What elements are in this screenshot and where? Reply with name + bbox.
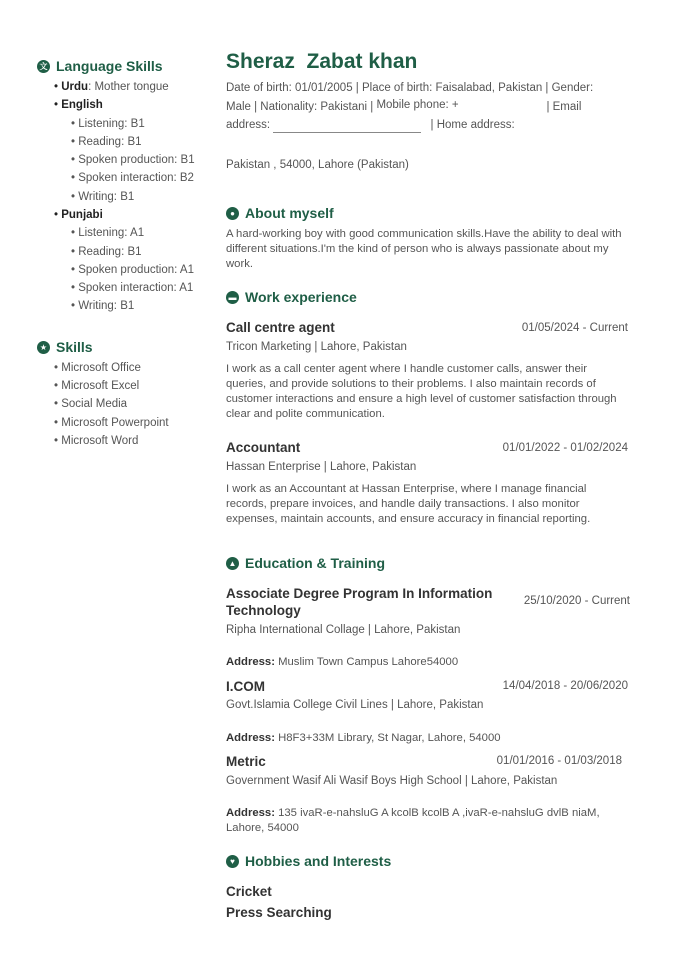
skills-heading — [37, 339, 93, 355]
hobby-item: Cricket — [226, 884, 272, 899]
education-address: Address: H8F3+33M Library, St Nagar, Lahore, 54000 — [226, 732, 501, 744]
home-address: Pakistan , 54000, Lahore (Pakistan) — [226, 159, 409, 171]
education-heading: ▲ Education & Training — [226, 555, 385, 571]
hobby-item: Press Searching — [226, 905, 332, 920]
education-date: 01/01/2016 - 01/03/2018 — [496, 755, 622, 767]
personal-line-3: address: | Home address: — [226, 119, 515, 131]
education-address: Address: Muslim Town Campus Lahore54000 — [226, 656, 459, 668]
mobile-phone: Mobile phone: + — [376, 99, 459, 111]
skill-item: • Social Media — [54, 398, 128, 410]
language-skills-heading — [37, 58, 163, 74]
education-org: Government Wasif Ali Wasif Boys High School | Lahore, Pakistan — [226, 775, 558, 787]
education-date: 25/10/2020 - Current — [523, 595, 630, 607]
punjabi-skill: • Listening: A1 — [71, 227, 145, 239]
heart-icon: ♥ — [226, 855, 239, 868]
skill-item: • Microsoft Powerpoint — [54, 417, 169, 429]
language-skills-title: Language Skills — [56, 58, 163, 74]
skill-item: • Microsoft Excel — [54, 380, 140, 392]
language-punjabi: • Punjabi — [54, 209, 103, 221]
job-description: I work as a call center agent where I handle customer calls, answer their queries, and provide solutions to their problems. I also maintain records of customer interactions and ensure a high level of customer satisfaction through clear and polite communication. — [226, 363, 617, 420]
skill-item: • Microsoft Office — [54, 362, 141, 374]
punjabi-skill: • Reading: B1 — [71, 246, 142, 258]
job-org: Hassan Enterprise | Lahore, Pakistan — [226, 461, 417, 473]
personal-line-1: Date of birth: 01/01/2005 | Place of birth: Faisalabad, Pakistan | Gender: — [226, 82, 594, 94]
education-title: Metric — [226, 754, 266, 769]
education-org: Ripha International Collage | Lahore, Pakistan — [226, 624, 461, 636]
skills-title: Skills — [56, 339, 93, 355]
personal-line-2: Male | Nationality: Pakistani | Mobile phone: + | Email — [226, 99, 582, 113]
job-date: 01/05/2024 - Current — [521, 322, 628, 334]
job-description: I work as an Accountant at Hassan Enterprise, where I manage financial records, prepare invoices, and handle daily transactions. I also monitor expenses, maintain accounts, and ensure accuracy in financial reporting. — [226, 483, 591, 525]
hobbies-heading: ♥ Hobbies and Interests — [226, 853, 391, 869]
education-org: Govt.Islamia College Civil Lines | Lahore, Pakistan — [226, 699, 484, 711]
english-skill: • Writing: B1 — [71, 191, 135, 203]
punjabi-skill: • Spoken interaction: A1 — [71, 282, 194, 294]
language-english: • English — [54, 99, 103, 111]
job-org: Tricon Marketing | Lahore, Pakistan — [226, 341, 407, 353]
about-text: A hard-working boy with good communication skills.Have the ability to deal with different situations.I'm the kind of person who is always passionate about my work. — [226, 228, 622, 270]
briefcase-icon: ▬ — [226, 291, 239, 304]
job-title: Accountant — [226, 440, 301, 455]
punjabi-skill: • Spoken production: A1 — [71, 264, 194, 276]
graduation-cap-icon: ▲ — [226, 557, 239, 570]
english-skill: • Reading: B1 — [71, 136, 142, 148]
job-date: 01/01/2022 - 01/02/2024 — [502, 442, 628, 454]
star-icon: ★ — [37, 341, 50, 354]
skill-item: • Microsoft Word — [54, 435, 139, 447]
education-date: 14/04/2018 - 20/06/2020 — [502, 680, 628, 692]
english-skill: • Spoken interaction: B2 — [71, 172, 194, 184]
language-icon: 文 — [37, 60, 50, 73]
about-heading: ● About myself — [226, 205, 334, 221]
email-line — [273, 120, 421, 133]
english-skill: • Spoken production: B1 — [71, 154, 195, 166]
user-icon: ● — [226, 207, 239, 220]
person-name: Sheraz Zabat khan — [226, 50, 418, 73]
job-title: Call centre agent — [226, 320, 335, 335]
education-address: Address: 135 ivaR-e-nahsluG A kcolB kcolB A ,ivaR-e-nahsluG dvlB niaM, Lahore, 54000 — [226, 807, 600, 834]
language-urdu: • Urdu: Mother tongue — [54, 81, 169, 93]
education-title: I.COM — [226, 679, 265, 694]
punjabi-skill: • Writing: B1 — [71, 300, 135, 312]
work-heading: ▬ Work experience — [226, 289, 357, 305]
education-title: Associate Degree Program In Information Technology — [226, 586, 493, 618]
english-skill: • Listening: B1 — [71, 118, 145, 130]
